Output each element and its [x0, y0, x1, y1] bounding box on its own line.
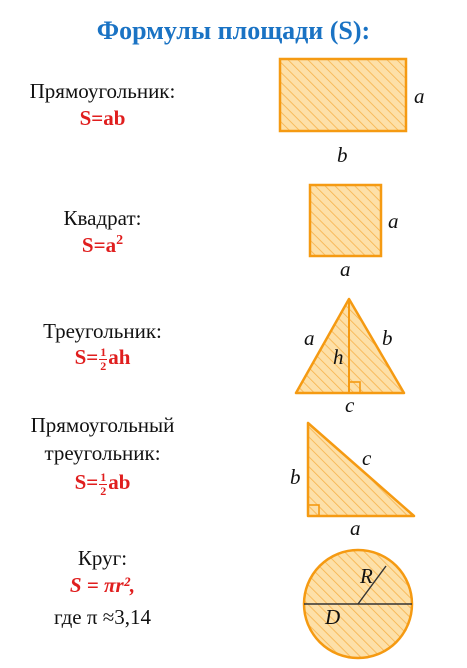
triangle-frac-num: 1: [100, 344, 107, 359]
triangle-formula-prefix: S=: [74, 345, 99, 369]
right-triangle-frac-num: 1: [100, 469, 107, 484]
circle-name: Круг:: [77, 546, 128, 570]
triangle-frac-den: 2: [100, 358, 107, 373]
square-formula-base: S=a: [81, 233, 117, 257]
right-triangle-formula-suffix: ab: [108, 470, 131, 494]
circle-diameter-label: D: [325, 605, 341, 629]
square-shape: [310, 185, 381, 256]
triangle-side-b: b: [382, 326, 393, 350]
page-title: Формулы площади (S):: [96, 16, 371, 45]
rectangle-formula: S=ab: [79, 106, 126, 130]
right-triangle-leg-a: a: [350, 516, 361, 540]
triangle-name: Треугольник:: [43, 319, 162, 343]
rectangle-name: Прямоугольник:: [29, 79, 176, 103]
triangle-height-label: h: [333, 345, 344, 369]
rectangle-side-a: a: [414, 84, 425, 108]
square-side-bottom: a: [340, 257, 351, 281]
circle-radius-label: R: [360, 564, 373, 588]
triangle-base-label: c: [345, 393, 355, 417]
square-name: Квадрат:: [63, 206, 142, 230]
circle-formula: S = πr²,: [69, 573, 136, 597]
rectangle-shape: [280, 59, 406, 131]
right-triangle-formula-prefix: S=: [74, 470, 99, 494]
square-side-right: a: [388, 209, 399, 233]
triangle-side-a: a: [304, 326, 315, 350]
right-triangle-hyp-c: c: [362, 446, 372, 470]
triangle-formula-suffix: ah: [108, 345, 131, 369]
circle-note: где π ≈3,14: [54, 605, 151, 629]
right-triangle-name-line1: Прямоугольный: [30, 413, 175, 437]
right-triangle-shape: [308, 423, 414, 516]
right-triangle-frac-den: 2: [100, 483, 107, 498]
right-triangle-name-line2: треугольник:: [44, 441, 161, 465]
rectangle-side-b: b: [337, 143, 348, 167]
square-formula-exponent: 2: [116, 233, 124, 248]
right-triangle-leg-b: b: [290, 465, 301, 489]
